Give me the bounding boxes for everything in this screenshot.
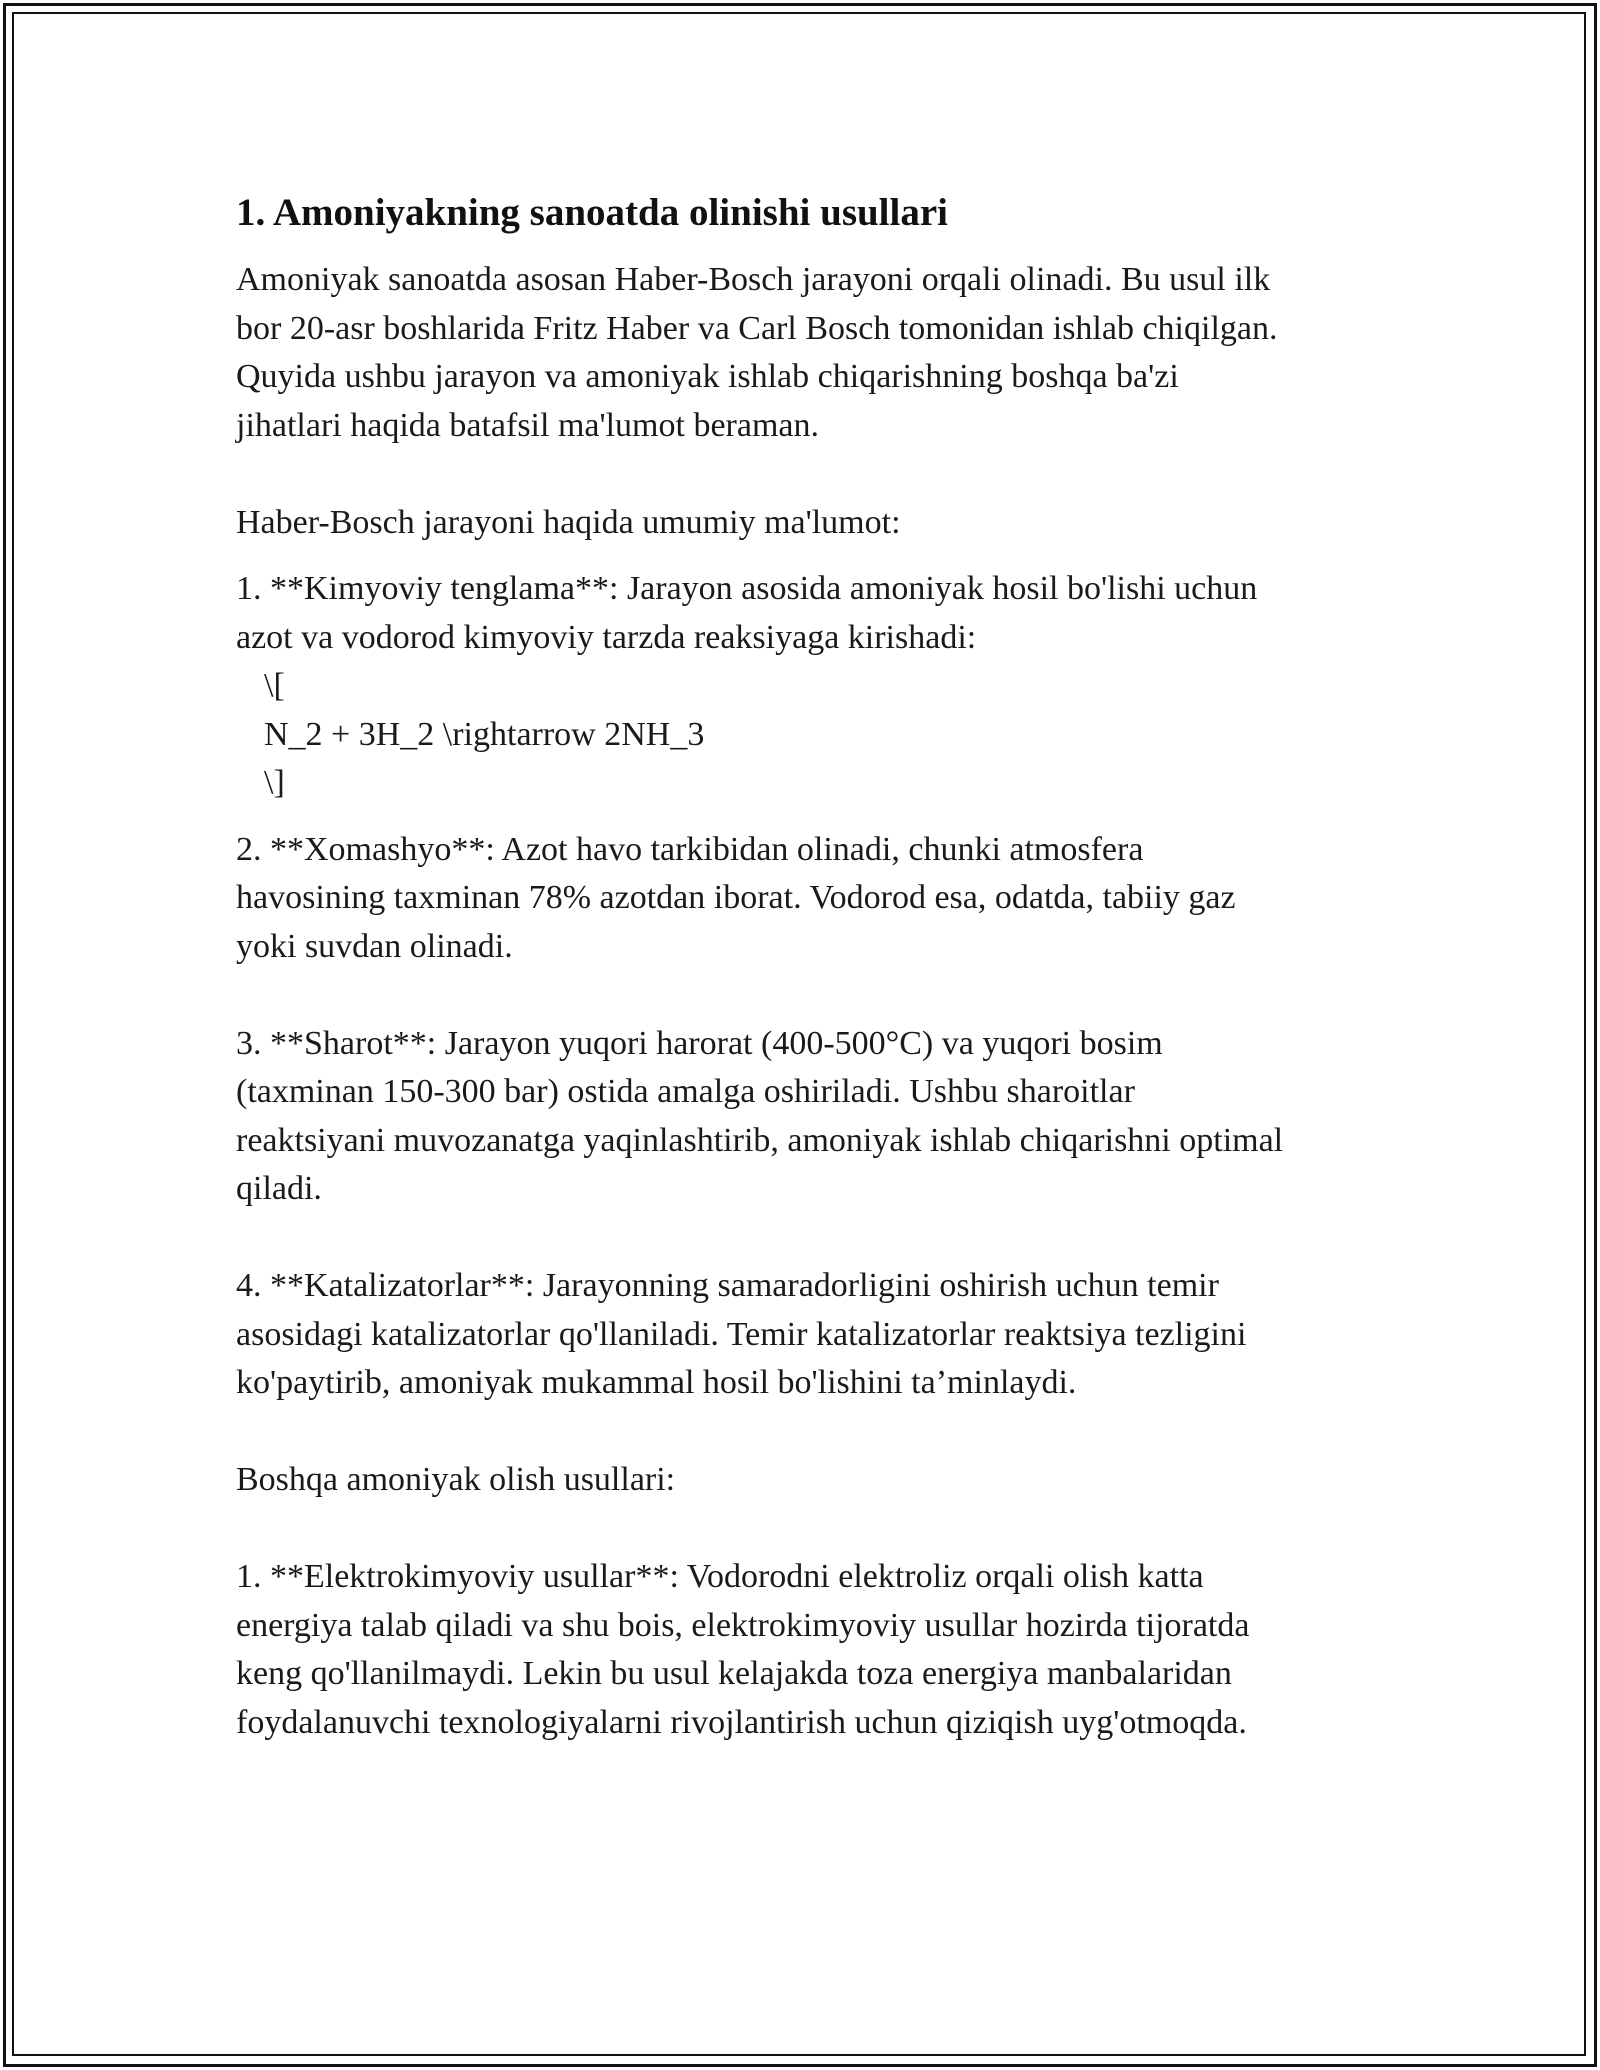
item-conditions: 3. **Sharot**: Jarayon yuqori harorat (400-500°C) va yuqori bosim (taxminan 150-300 bar) ostida amalga oshiriladi. Ushbu sharoitlar reaktsiyani muvozanatga yaqinlashtirib, amoniyak ishlab chiqarishni optimal qiladi. (236, 1024, 1284, 1207)
item-raw-materials: 2. **Xomashyo**: Azot havo tarkibidan olinadi, chunki atmosfera havosining taxminan 78% azotdan iborat. Vodorod esa, odatda, tabiiy gaz yoki suvdan olinadi. (236, 830, 1236, 965)
equation-close-delimiter: \] (264, 764, 285, 801)
item-catalysts: 4. **Katalizatorlar**: Jarayonning samaradorligini oshirish uchun temir asosidagi katalizatorlar qo'llaniladi. Temir katalizatorlar reaktsiya tezligini ko'paytirib, amoniyak mukammal hosil bo'lishini ta’minlaydi. (236, 1267, 1247, 1401)
document-title: 1. Amoniyakning sanoatda olinishi usullari (236, 191, 948, 234)
equation-text: N_2 + 3H_2 \rightarrow 2NH_3 (264, 715, 705, 753)
other-methods-heading: Boshqa amoniyak olish usullari: (236, 1461, 676, 1498)
equation-open-delimiter: \[ (264, 667, 285, 704)
haber-bosch-heading: Haber-Bosch jarayoni haqida umumiy ma'lumot: (236, 503, 901, 541)
intro-paragraph: Amoniyak sanoatda asosan Haber-Bosch jarayoni orqali olinadi. Bu usul ilk bor 20-asr boshlarida Fritz Haber va Carl Bosch tomonidan ishlab chiqilgan. Quyida ushbu jarayon va amoniyak ishlab chiqarishning boshqa ba'zi jihatlari haqida batafsil ma'lumot beraman. (236, 261, 1278, 444)
equation-block (236, 662, 1386, 808)
document-body (236, 188, 1386, 1747)
item-electrochemical-methods: 1. **Elektrokimyoviy usullar**: Vodorodni elektroliz orqali olish katta energiya talab qiladi va shu bois, elektrokimyoviy usullar hozirda tijoratda keng qo'llanilmaydi. Lekin bu usul kelajakda toza energiya manbalaridan foydalanuvchi texnologiyalarni rivojlantirish uchun qiziqish uyg'otmoqda. (236, 1558, 1250, 1741)
item-chemical-equation (236, 565, 1386, 808)
item-chemical-equation-text: 1. **Kimyoviy tenglama**: Jarayon asosida amoniyak hosil bo'lishi uchun azot va vodorod kimyoviy tarzda reaksiyaga kirishadi: (236, 570, 1258, 656)
